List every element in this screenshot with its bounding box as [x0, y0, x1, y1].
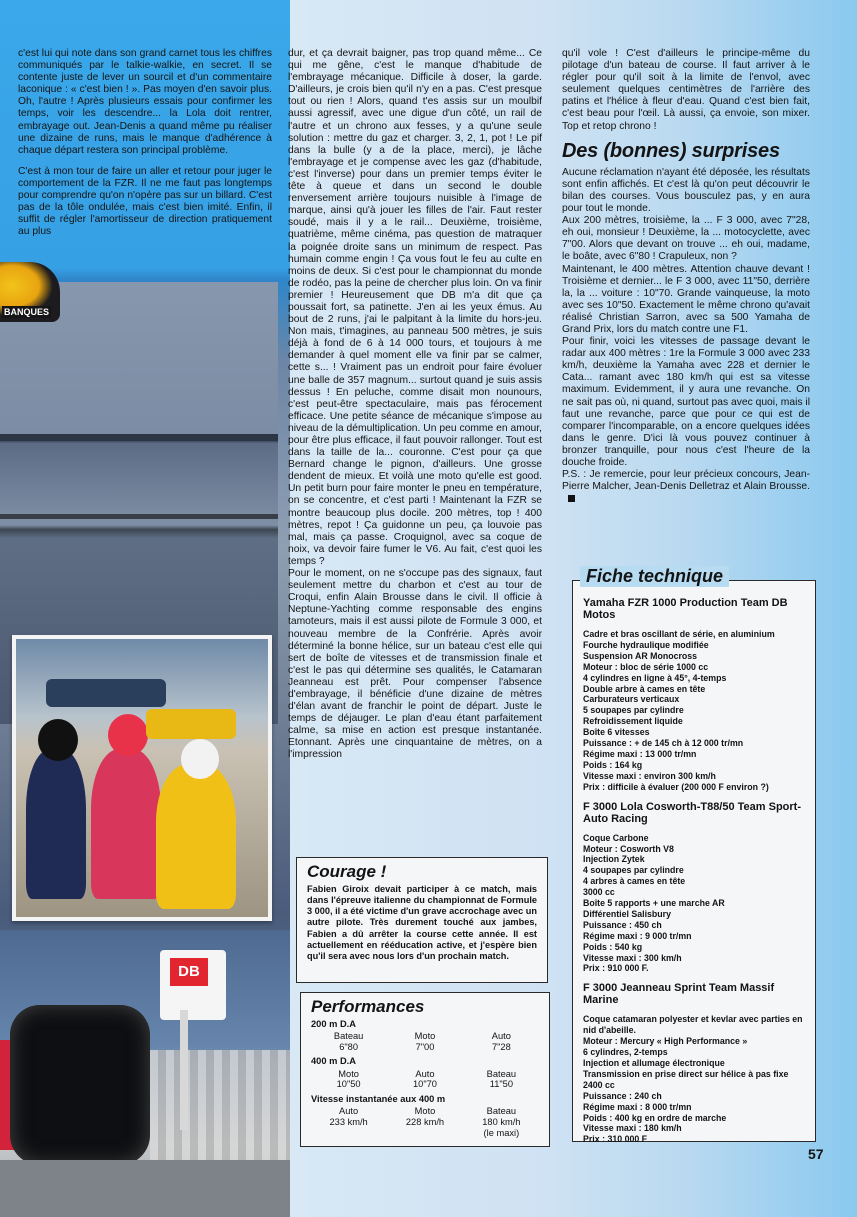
spec-line: Injection Zytek	[583, 854, 645, 865]
perf-value: 7"28	[491, 1041, 511, 1052]
performances-box	[300, 992, 550, 1147]
driver-yellow	[156, 764, 236, 909]
track-line	[0, 514, 278, 519]
db-logo-mark: DB	[170, 958, 208, 986]
perf-400-head: 400 m D.A	[311, 1056, 356, 1067]
spec-line: 5 soupapes par cylindre	[583, 705, 684, 716]
spec-line: Puissance : 450 ch	[583, 919, 662, 930]
text-column-2	[288, 48, 542, 771]
spec-line: Puissance : 240 ch	[583, 1090, 662, 1101]
track-barrier	[0, 434, 278, 441]
spec-line: Poids : 164 kg	[583, 759, 643, 770]
spec-line: 6 cylindres, 2-temps	[583, 1047, 668, 1058]
spec-line: Vitesse maxi : environ 300 km/h	[583, 770, 716, 781]
spec-line: Vitesse maxi : 300 km/h	[583, 952, 682, 963]
perf-value: 228 km/h	[405, 1116, 445, 1127]
spec-list-lola	[583, 833, 805, 975]
spec-line: Prix : 910 000 F.	[583, 963, 649, 974]
driver-blue	[26, 749, 86, 899]
spec-line: Coque catamaran polyester et kevlar avec parties en nid d'abeille.	[583, 1014, 803, 1036]
perf-value: 10"50	[336, 1079, 361, 1090]
col2-paragraph-2: Pour le moment, on ne s'occupe pas des signaux, faut seulement mettre du charbon et c'est au tour de Croqui, enfin Alain Brousse dans le civil. Il officie à Neptune-Yachting comme responsable des engins tamoteurs, mais il est aussi pilote de Formule 3 000, et nouveau membre de la Confrérie. Après avoir déterminé la bonne hélice, sur un bateau c'est elle qui sert de boîte de vitesses et de transmission finale et c'est le pas qui détermine ses qualités, le Catamaran Jeanneau est prêt. Pour compenser l'absence d'embrayage, il bénéficie d'une dizaine de mètres d'élan avant de franchir le point de départ. Juste le temps de déjauger. Le plan d'eau étant parfaitement calme, sa mise en action est presque instantanée. Etonnant. Après une cinquantaine de mètres, on a l'impression	[288, 568, 542, 761]
perf-400-values	[311, 1079, 539, 1090]
col3-paragraph-3: Aux 200 mètres, troisième, la ... F 3 000, avec 7"28, eh oui, monsieur ! Deuxième, la ... motocyclette, avec 7"00. Alors que devant on trouve ... eh oui, madame, le boâte, avec 6"80 ! Crapuleux, non ?	[562, 215, 810, 263]
formula-car	[146, 709, 236, 739]
spec-title-jeanneau: F 3000 Jeanneau Sprint Team Massif Marine	[583, 982, 775, 1007]
fiche-technique-box	[572, 580, 816, 1145]
fiche-technique-title: Fiche technique	[580, 566, 729, 587]
courage-box	[296, 857, 548, 983]
spec-line: Carburateurs verticaux	[583, 694, 680, 705]
col3-paragraph-1: qu'il vole ! C'est d'ailleurs le principe-même du pilotage d'un bateau de course. Il faut arriver à le régler pour qu'il soit à la limite de l'envol, avec seulement quelques centimètres de l'arrière des patins et l'hélice à fleur d'eau. Quand c'est bien fait, c'est beau pour l'œil. Là aussi, ça envoie, son mixer. Top et retop chrono !	[562, 48, 810, 132]
fence	[150, 1050, 290, 1160]
perf-200-head: 200 m D.A	[311, 1018, 356, 1029]
sign-post	[180, 1010, 188, 1130]
spec-line: Injection et allumage électronique	[583, 1058, 725, 1068]
formula-wheel	[10, 1005, 150, 1165]
text-column-1	[18, 48, 272, 247]
col3-paragraph-5: Pour finir, voici les vitesses de passage devant le radar aux 400 mètres : 1re la Formule 3 000 avec 233 km/h, deuxième la Yamaha avec 228 et dernier le Cata... ramant avec 180 km/h qui est sa vitesse maximum. Evidemment, il y aura une revanche. On ne sait pas où, ni quand, surtout pas avec quoi, mais il faut une revanche, parce que pour ce qui est de comparer l'incomparable, on a encore quelques idées dans le genre. D'ici là vous pouvez continuer à bronzer tranquille, pour nous c'est l'heure de la douche froide.	[562, 336, 810, 468]
spec-line: Poids : 540 kg	[583, 941, 643, 952]
spec-list-yamaha	[583, 629, 805, 793]
perf-value: 6"80	[339, 1041, 359, 1052]
perf-value: 7"00	[415, 1041, 435, 1052]
perf-label: Auto	[491, 1031, 511, 1041]
spec-line: Prix : difficile à évaluer (200 000 F environ ?)	[583, 781, 769, 792]
perf-200-values	[311, 1042, 539, 1053]
perf-200-labels	[311, 1031, 539, 1042]
spec-line: Double arbre à cames en tête	[583, 683, 706, 694]
col1-paragraph-2: C'est à mon tour de faire un aller et retour pour juger le comportement de la FZR. Il ne me faut pas longtemps pour comprendre qu'on n'opère pas sur un billard. C'est pas de la tôle ondulée, mais c'est bien imité. Enfin, il suffit de régler l'amortisseur de direction pratiquement au plus	[18, 165, 272, 238]
helmet-red	[108, 714, 148, 756]
courage-text: Fabien Giroix devait participer à ce match, mais dans l'épreuve italienne du championnat de Formule 3 000, il a été victime d'un grave accrochage avec un autre pilote. Très durement touché aux jambes, Fabien a dû arrêter la course cette année. Il est actuellement en rééducation active, et j'espère bien qu'il sera avec nous lors d'un prochain match.	[307, 883, 537, 962]
spec-line: Différentiel Salisbury	[583, 908, 671, 919]
spec-line: 4 cylindres en ligne à 45°, 4-temps	[583, 672, 727, 683]
page-number: 57	[808, 1146, 824, 1162]
spec-line: Suspension AR Monocross	[583, 650, 698, 661]
spec-line: Fourche hydraulique modifiée	[583, 639, 709, 650]
spec-line: 4 soupapes par cylindre	[583, 865, 684, 876]
spec-line: Régime maxi : 13 000 tr/mn	[583, 748, 697, 759]
perf-label: Bateau	[486, 1106, 517, 1117]
perf-speed-note-row	[311, 1128, 539, 1139]
perf-label: Moto	[338, 1068, 359, 1079]
spec-line: Refroidissement liquide	[583, 716, 683, 727]
catamaran-boat	[46, 679, 166, 707]
perf-label: Auto	[415, 1068, 435, 1079]
helmet-black	[38, 719, 78, 761]
spec-line: Vitesse maxi : 180 km/h	[583, 1123, 682, 1134]
col3-paragraph-2: Aucune réclamation n'ayant été déposée, les résultats sont enfin affichés. Et c'est là qu'on peut découvrir le bilan des courses. Vous bousculez pas, y en aura pour tout le monde.	[562, 166, 810, 215]
spec-line: Coque Carbone	[583, 832, 649, 843]
spec-line: Boîte 5 rapports + une marche AR	[583, 898, 725, 909]
col3-paragraph-4: Maintenant, le 400 mètres. Attention chauve devant ! Troisième et dernier... le F 3 000, avec 11"50, derrière la, la ... voiture : 10"70. Grande vainqueuse, la moto avec ses 10"50. Exactement le même chrono qu'avait réalisé Christian Sarron, avec sa 500 Yamaha de Grand Prix, lors du match contre une F1.	[562, 263, 810, 335]
spec-line: Poids : 400 kg en ordre de marche	[583, 1112, 727, 1123]
perf-speed-labels	[311, 1106, 539, 1117]
helmet-white	[181, 739, 219, 779]
perf-speed-values	[311, 1117, 539, 1128]
perf-label: Moto	[414, 1031, 436, 1041]
spec-list-jeanneau	[583, 1014, 805, 1145]
spec-line: Puissance : + de 145 ch à 12 000 tr/mn	[583, 738, 744, 749]
perf-400-labels	[311, 1069, 539, 1080]
spec-line: 3000 cc	[583, 887, 615, 898]
postscript	[562, 469, 810, 505]
spec-line: 4 arbres à cames en tête	[583, 876, 686, 887]
performances-title: Performances	[311, 997, 425, 1016]
perf-label: Bateau	[486, 1068, 517, 1079]
ground	[0, 1160, 290, 1217]
spec-title-lola: F 3000 Lola Cosworth-T88/50 Team Sport-Auto Racing	[583, 800, 802, 825]
perf-speed-head: Vitesse instantanée aux 400 m	[311, 1093, 446, 1104]
perf-label: Auto	[339, 1106, 359, 1117]
spec-line: Moteur : bloc de série 1000 cc	[583, 661, 709, 672]
perf-value: 180 km/h	[482, 1116, 521, 1127]
courage-title: Courage !	[307, 862, 387, 881]
perf-label: Moto	[414, 1106, 436, 1117]
perf-value: 10"70	[413, 1079, 437, 1090]
end-mark-icon	[568, 495, 575, 502]
perf-value: 11"50	[489, 1079, 514, 1090]
spec-line: Transmission en prise direct sur hélice à pas fixe	[583, 1068, 789, 1079]
perf-value: 233 km/h	[329, 1116, 368, 1127]
spec-line: Moteur : Mercury « High Performance »	[583, 1036, 748, 1047]
col2-paragraph-1: dur, et ça devrait baigner, pas trop quand même... Ce qui me gêne, c'est le manque d'habitude de l'embrayage mécanique. Difficile à doser, la garde. D'ailleurs, je crois bien qu'il n'y en a pas. C'est presque tout ou rien ! Alors, quand t'es assis sur un moulbif aussi agressif, avec une digue d'un côté, un rail de l'autre et un chrono aux fesses, y a qu'une seule solution : mettre du gaz et charger. 3, 2, 1, pot ! Le pif dans la bulle (y a de la place, merci), je lâche l'embrayage et je compense avec les gaz (d'habitude, c'est l'inverse) pour dans un premier temps éviter le tête à queue et dans un second le double renversement arrière toujours nuisible à l'image de marque, ainsi qu'à jouer les filles de l'air. Faut rester soudé, mais il y a le rail... Deuxième, troisième, quatrième, même cinéma, pas question de matraquer la poignée droite sans un minimum de respect. Pas humain comme engin ! Ça vous fout le feu au culte en moins de deux. Si c'est pour le championnat du monde de rodéo, pas la peine de chercher plus loin. On va finir premier ! Heureusement que DB m'a dit que ça poussait fort, sa patinette. J'en ai les yeux émus. Au bout de 2 runs, j'ai le palpitant à la limite du hors-jeu. Non mais, t'imagines, au panneau 500 mètres, je suis déjà à fond de 6 à 14 000 tours, et toujours à me demander à quel moment elle va finir par se calmer, cette s... ! Vraiment pas un endroit pour faire évoluer une balle de 357 magnum... surtout quand je suis assis dessus ! En peluche, comme disait mon nounours, c'est peut-être spectaculaire, mais pas férocement efficace. Une petite séance de mécanique s'impose au niveau de la démultiplication. Un peu comme en amour, pour être plus efficace, il faut pouvoir rallonger. Tout est dans la taille de la... couronne. C'est pour ça que Bernard change le pignon, d'ailleurs. Une grosse dendent de mieux. Et voilà une moto qu'elle est good. Un petit burn pour faire monter le pneu en température, on se concentre, et c'est parti ! Maintenant la FZR se montre beaucoup plus docile. 200 mètres, top ! 400 mètres, repot ! Ça guidonne un peu, ça louvoie pas mal, mais ça passe. Croquignol, avec sa coque de noix, va devoir faire fumer le V6. Au fait, c'est quoi les temps ?	[288, 48, 542, 567]
spec-line: 2400 cc	[583, 1079, 615, 1090]
spec-line: Régime maxi : 8 000 tr/mn	[583, 1101, 692, 1112]
car-sponsor-label: BANQUES	[4, 307, 50, 317]
driver-pink	[91, 749, 161, 899]
perf-speed-note: (le maxi)	[483, 1127, 520, 1138]
spec-title-yamaha: Yamaha FZR 1000 Production Team DB Motos	[583, 597, 788, 621]
photo-drivers	[12, 635, 272, 921]
spec-line: Prix : 310 000 F	[583, 1134, 648, 1145]
perf-label: Bateau	[333, 1031, 364, 1041]
spec-line: Cadre et bras oscillant de série, en aluminium	[583, 629, 775, 639]
text-column-3	[562, 48, 810, 514]
spec-line: Moteur : Cosworth V8	[583, 843, 674, 854]
section-heading: Des (bonnes) surprises	[562, 139, 780, 162]
spec-line: Boîte 6 vitesses	[583, 727, 650, 738]
col1-paragraph-1: c'est lui qui note dans son grand carnet tous les chiffres communiqués par le talkie-walkie, en secret. Il se contente juste de lever un sourcil et d'un commentaire laconique : « c'est bien ! ». Pas moyen d'en savoir plus. Oh, l'autre ! Après plusieurs essais pour confirmer les temps, voir les descendre... la Lola doit rentrer, embrayage out. Jean-Denis a quand même pu réaliser une dizaine de runs, mais le manque d'adhérence à chaque départ restera son principal problème.	[18, 48, 272, 156]
spec-line: Régime maxi : 9 000 tr/mn	[583, 930, 692, 941]
postscript-text: P.S. : Je remercie, pour leur précieux concours, Jean-Pierre Malcher, Jean-Denis Delletraz et Alain Brousse.	[562, 469, 810, 493]
